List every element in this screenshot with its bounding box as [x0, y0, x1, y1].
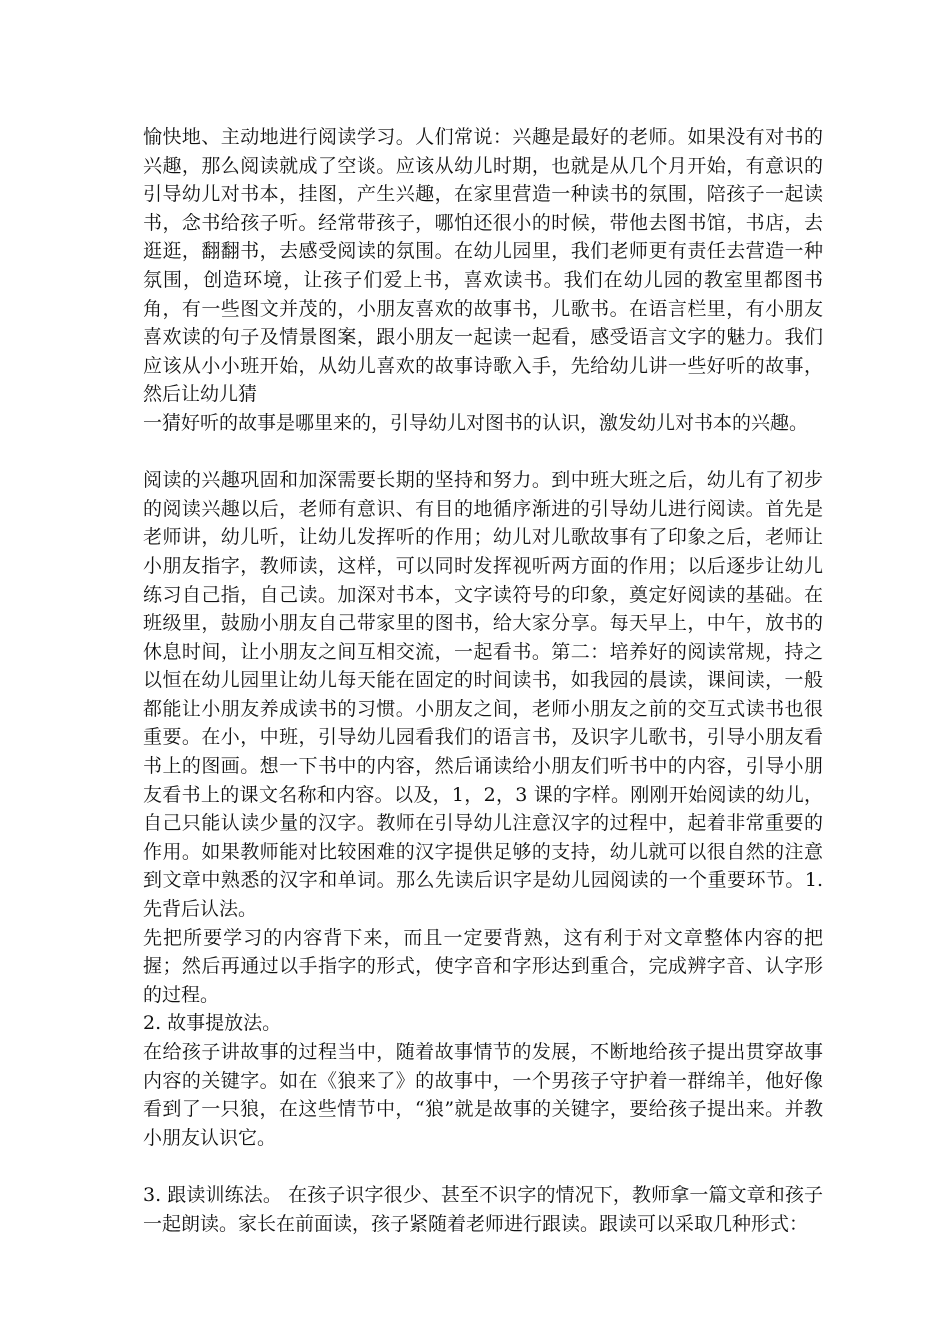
paragraph-spacer — [143, 438, 823, 467]
paragraph-guess-story: 一猜好听的故事是哪里来的，引导幼儿对图书的认识，激发幼儿对书本的兴趣。 — [143, 411, 809, 434]
paragraph-follow-reading: 3. 跟读训练法。 在孩子识字很少、甚至不识字的情况下，教师拿一篇文章和孩子一起朗读。家长在前面读，孩子紧随着老师进行跟读。跟读可以采取几种形式： — [143, 1183, 823, 1235]
paragraph-story-method: 在给孩子讲故事的过程当中，随着故事情节的发展，不断地给孩子提出贯穿故事内容的关键字。如在《狼来了》的故事中，一个男孩子守护着一群绵羊，他好像看到了一只狼，在这些情节中，“狼”就是故事的关键字，要给孩子提出来。并教小朋友认识它。 — [143, 1041, 823, 1149]
paragraph-heading-story-method: 2. 故事提放法。 — [143, 1012, 282, 1035]
paragraph-reading-habits: 阅读的兴趣巩固和加深需要长期的坚持和努力。到中班大班之后，幼儿有了初步的阅读兴趣以后，老师有意识、有目的地循序渐进的引导幼儿进行阅读。首先是老师讲，幼儿听，让幼儿发挥听的作用；幼儿对儿歌故事有了印象之后，老师让小朋友指字，教师读，这样，可以同时发挥视听两方面的作用；以后逐步让幼儿练习自己指，自己读。加深对书本，文字读符号的印象，奠定好阅读的基础。在班级里，鼓励小朋友自己带家里的图书，给大家分享。每天早上，中午，放书的休息时间，让小朋友之间互相交流，一起看书。第二：培养好的阅读常规，持之以恒在幼儿园里让幼儿每天能在固定的时间读书，如我园的晨读，课间读，一般都能让小朋友养成读书的习惯。小朋友之间，老师小朋友之前的交互式读书也很重要。在小，中班，引导幼儿园看我们的语言书，及识字儿歌书，引导小朋友看书上的图画。想一下书中的内容，然后诵读给小朋友们听书中的内容，引导小朋友看书上的课文名称和内容。以及，1，2，3 课的字样。刚刚开始阅读的幼儿，自己只能认读少量的汉字。教师在引导幼儿注意汉字的过程中，起着非常重要的作用。如果教师能对比较困难的汉字提供足够的支持，幼儿就可以很自然的注意到文章中熟悉的汉字和单词。那么先读后识字是幼儿园阅读的一个重要环节。1. 先背后认法。 — [143, 469, 830, 921]
paragraph-spacer — [143, 1152, 823, 1181]
document-body — [143, 123, 830, 1238]
paragraph-interest-intro: 愉快地、主动地进行阅读学习。人们常说：兴趣是最好的老师。如果没有对书的兴趣，那么阅读就成了空谈。应该从幼儿时期，也就是从几个月开始，有意识的引导幼儿对书本，挂图，产生兴趣，在家里营造一种读书的氛围，陪孩子一起读书，念书给孩子听。经常带孩子，哪怕还很小的时候，带他去图书馆，书店，去逛逛，翻翻书，去感受阅读的氛围。在幼儿园里，我们老师更有责任去营造一种氛围，创造环境，让孩子们爱上书，喜欢读书。我们在幼儿园的教室里都图书角，有一些图文并茂的，小朋友喜欢的故事书，儿歌书。在语言栏里，有小朋友喜欢读的句子及情景图案，跟小朋友一起读一起看，感受语言文字的魅力。我们应该从小小班开始，从幼儿喜欢的故事诗歌入手，先给幼儿讲一些好听的故事，然后让幼儿猜 — [143, 126, 823, 406]
paragraph-recite-method: 先把所要学习的内容背下来，而且一定要背熟，这有利于对文章整体内容的把握；然后再通过以手指字的形式，使字音和字形达到重合，完成辨字音、认字形的过程。 — [143, 926, 823, 1006]
